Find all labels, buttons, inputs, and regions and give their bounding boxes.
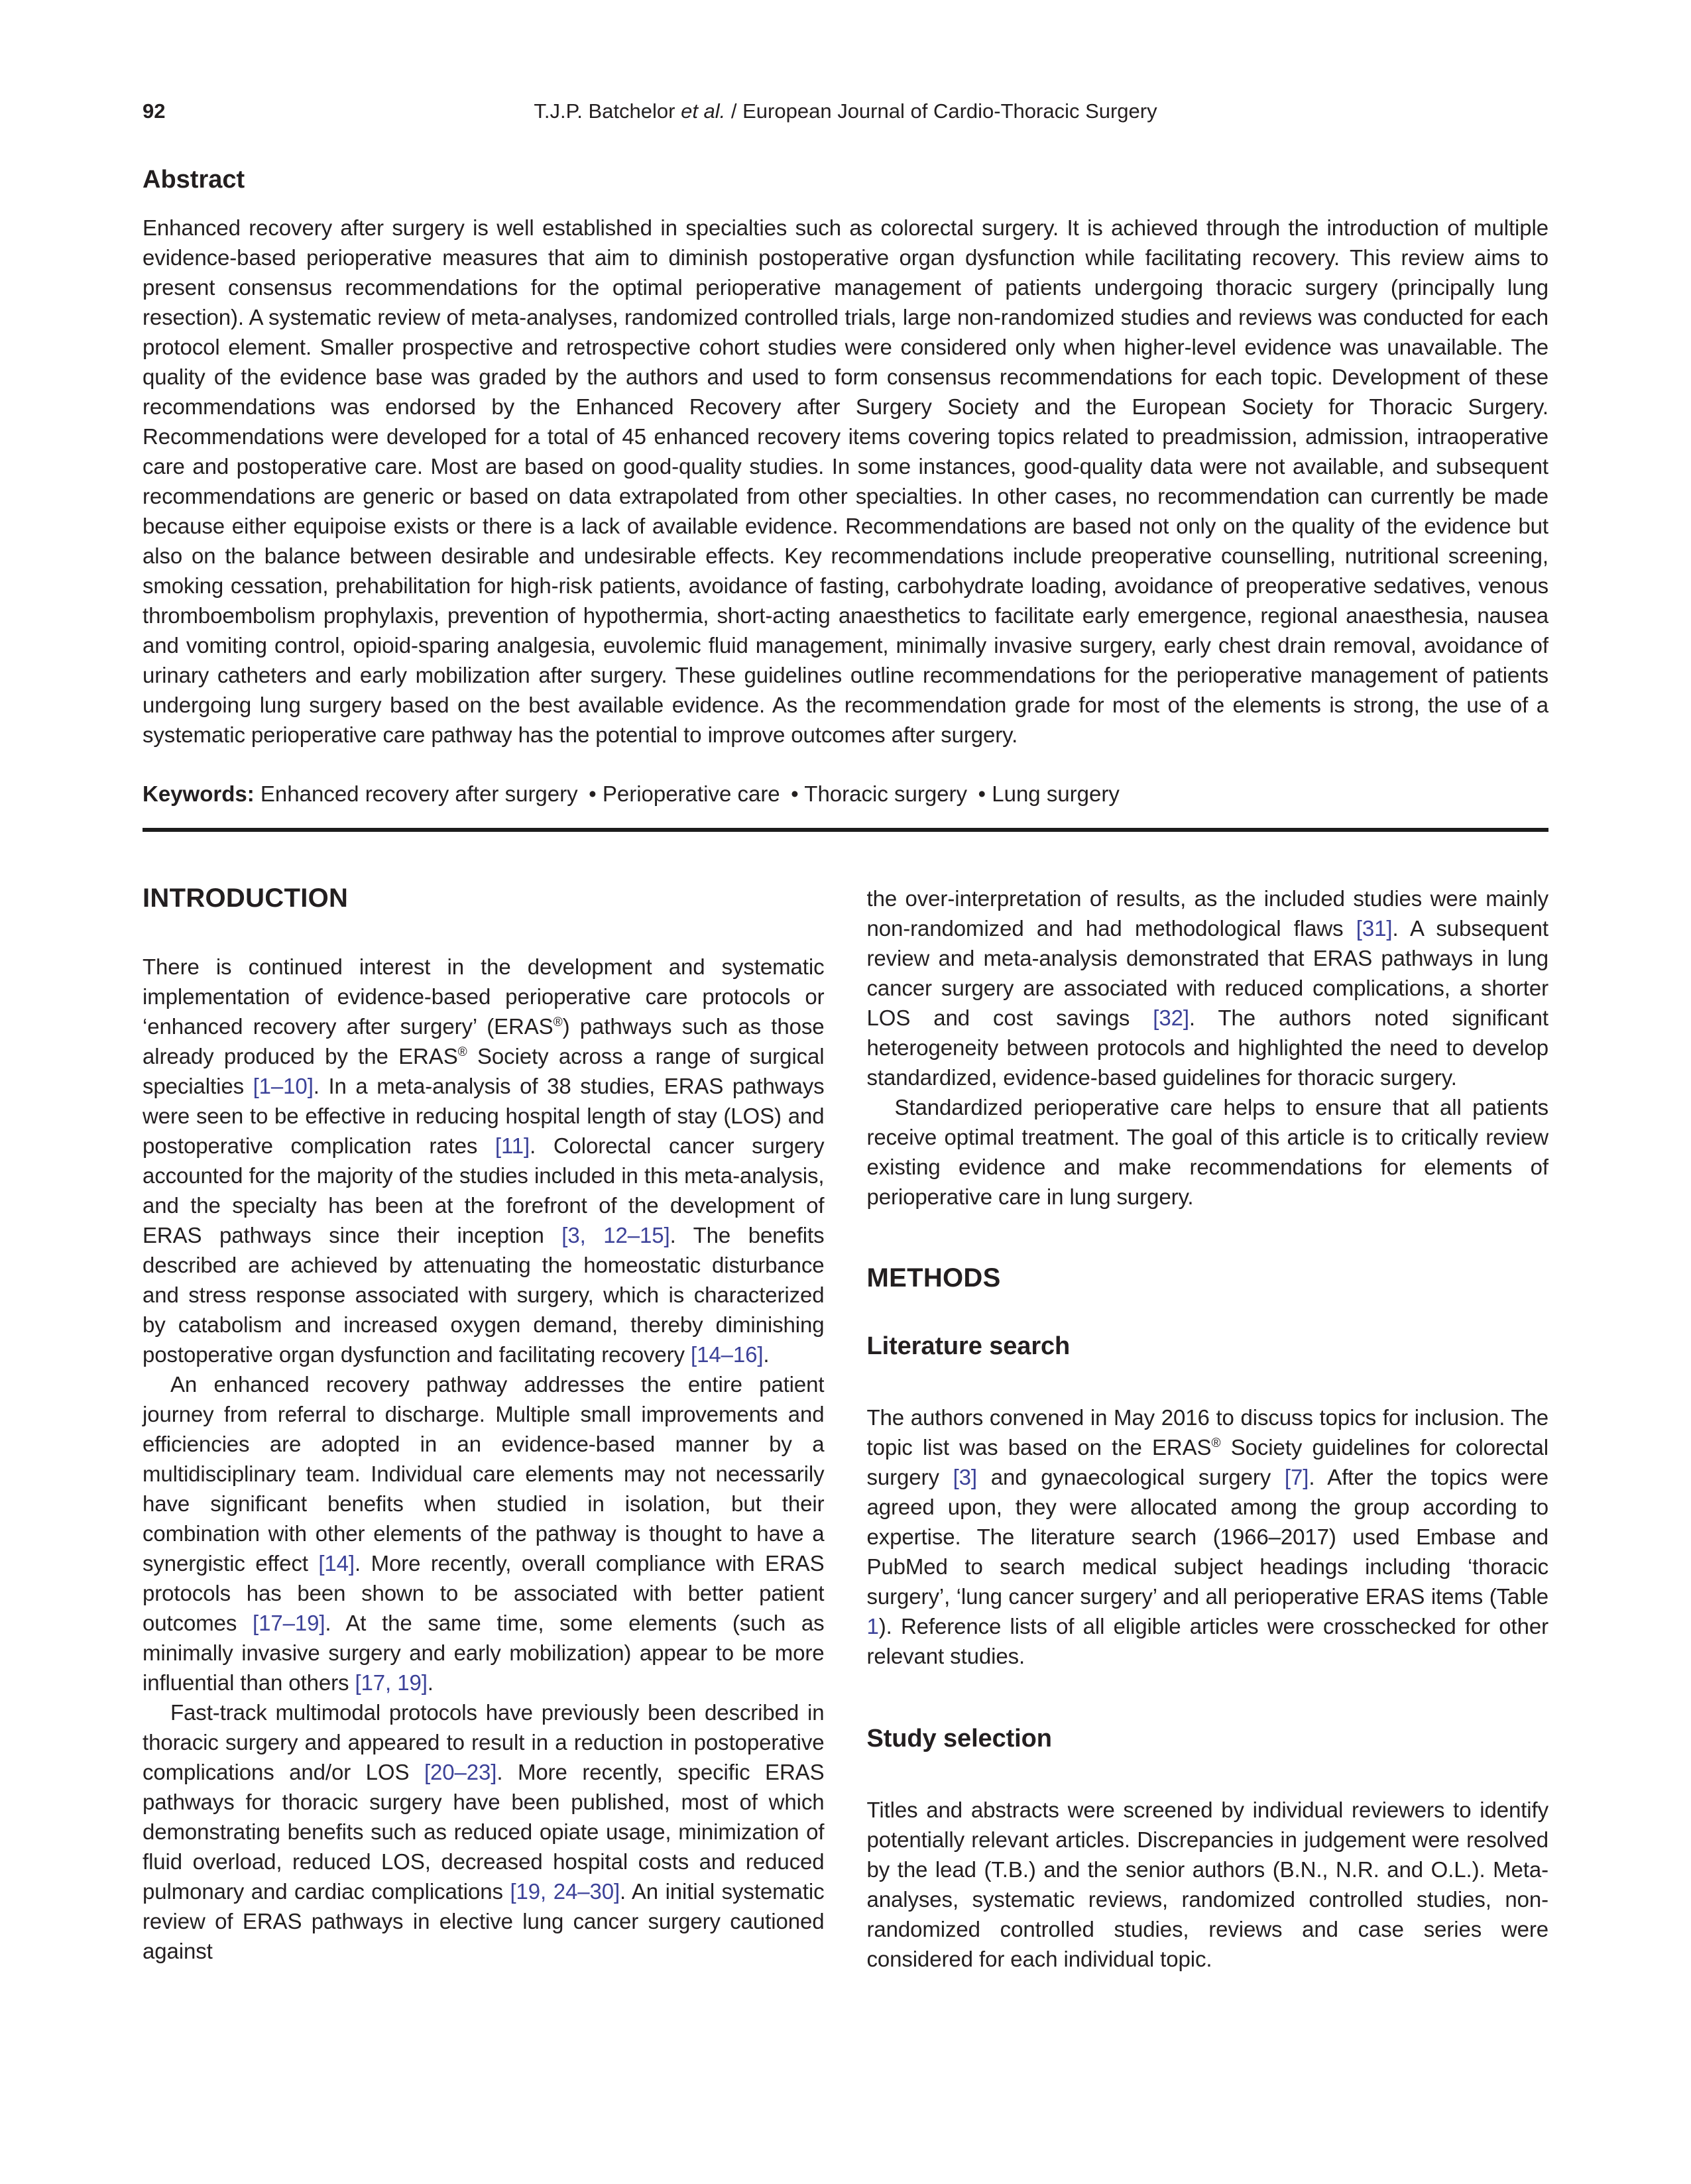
- text-segment: Fast-track multimodal protocols have previously been described in thoracic surgery and appeared to result in a reduction in postoperative complications and/or LOS: [143, 1700, 825, 1784]
- text-segment: .: [763, 1342, 770, 1367]
- keywords-text: Enhanced recovery after surgery • Perioperative care • Thoracic surgery • Lung surgery: [260, 781, 1120, 806]
- text-segment: ) pathways such as those already produced by the ERAS: [143, 1014, 825, 1068]
- keywords-label: Keywords:: [143, 781, 255, 806]
- abstract-heading: Abstract: [143, 166, 245, 194]
- registered-trademark-icon: ®: [1211, 1436, 1221, 1450]
- citation-link[interactable]: [17, 19]: [355, 1670, 428, 1695]
- citation-link[interactable]: [11]: [495, 1133, 530, 1158]
- paragraph: [143, 952, 825, 1369]
- text-segment: .: [427, 1670, 434, 1695]
- methods-heading: METHODS: [866, 1263, 1001, 1293]
- paragraph: [867, 884, 1549, 1092]
- text-segment: . At the same time, some elements (such as minimally invasive surgery and early mobilization) appear to be more influential than others: [143, 1611, 825, 1695]
- text-segment: There is continued interest in the development and systematic implementation of evidence-based perioperative care protocols or ‘enhanced recovery after surgery’ (ERAS: [143, 954, 825, 1039]
- text-segment: . An initial systematic review of ERAS pathways in elective lung cancer surgery cautioned against: [143, 1879, 825, 1963]
- text-segment: . Colorectal cancer surgery accounted for the majority of the studies included in this meta-analysis, and the specialty has been at the forefront of the development of ERAS pathways since their inception: [143, 1133, 825, 1247]
- text-segment: Society across a range of surgical specialties: [143, 1044, 825, 1098]
- text-segment: T.J.P. Batchelor: [534, 99, 681, 123]
- citation-link[interactable]: 1: [866, 1614, 879, 1638]
- text-segment: the over-interpretation of results, as the included studies were mainly non-randomized and had methodological flaws: [866, 886, 1548, 941]
- citation-link[interactable]: [7]: [1284, 1465, 1309, 1489]
- citation-link[interactable]: [17–19]: [253, 1611, 325, 1635]
- citation-link[interactable]: [14–16]: [691, 1342, 764, 1367]
- registered-trademark-icon: ®: [553, 1015, 563, 1029]
- page-number: 92: [143, 99, 166, 123]
- text-segment: . The authors noted significant heterogeneity between protocols and highlighted the need to develop standardized, evidence-based guidelines for thoracic surgery.: [866, 1006, 1549, 1090]
- text-segment: . In a meta-analysis of 38 studies, ERAS pathways were seen to be effective in reducing hospital length of stay (LOS) and postoperative complication rates: [143, 1074, 825, 1158]
- text-segment: Society guidelines for colorectal surgery: [866, 1435, 1549, 1489]
- abstract-section: [143, 166, 1548, 808]
- study-selection-heading: Study selection: [866, 1725, 1052, 1753]
- abstract-body: Enhanced recovery after surgery is well established in specialties such as colorectal surgery. It is achieved through the introduction of multiple evidence-based perioperative measures that aim to diminish postoperative organ dysfunction while facilitating recovery. This review aims to present consensus recommendations for the optimal perioperative management of patients undergoing thoracic surgery (principally lung resection). A systematic review of meta-analyses, randomized controlled trials, large non-randomized studies and reviews was conducted for each protocol element. Smaller prospective and retrospective cohort studies were considered only when higher-level evidence was unavailable. The quality of the evidence base was graded by the authors and used to form consensus recommendations for each topic. Development of these recommendations was endorsed by the Enhanced Recovery after Surgery Society and the European Society for Thoracic Surgery. Recommendations were developed for a total of 45 enhanced recovery items covering topics related to preadmission, admission, intraoperative care and postoperative care. Most are based on good-quality studies. In some instances, good-quality data were not available, and subsequent recommendations are generic or based on data extrapolated from other specialties. In other cases, no recommendation can currently be made because either equipoise exists or there is a lack of available evidence. Recommendations are based not only on the quality of the evidence but also on the balance between desirable and undesirable effects. Key recommendations include preoperative counselling, nutritional screening, smoking cessation, prehabilitation for high-risk patients, avoidance of fasting, carbohydrate loading, avoidance of preoperative sedatives, venous thromboembolism prophylaxis, prevention of hypothermia, short-acting anaesthetics to facilitate early emergence, regional anaesthesia, nausea and vomiting control, opioid-sparing analgesia, euvolemic fluid management, minimally invasive surgery, early chest drain removal, avoidance of urinary catheters and early mobilization after surgery. These guidelines outline recommendations for the perioperative management of patients undergoing lung surgery based on the best available evidence. As the recommendation grade for most of the elements is strong, the use of a systematic perioperative care pathway has the potential to improve outcomes after surgery.: [143, 215, 1548, 747]
- right-column: [867, 884, 1549, 1974]
- text-segment: . After the topics were agreed upon, they were allocated among the group according to expertise. The literature search (1966–2017) used Embase and PubMed to search medical subject headings including ‘thoracic surgery’, ‘lung cancer surgery’ and all perioperative ERAS items (Table: [866, 1465, 1548, 1609]
- text-segment: and gynaecological surgery: [976, 1465, 1285, 1489]
- left-column: [143, 884, 825, 1974]
- page-header: [143, 98, 1548, 129]
- literature-search-heading: Literature search: [866, 1332, 1071, 1360]
- citation-link[interactable]: [20–23]: [424, 1760, 497, 1784]
- paragraph: [143, 1697, 825, 1966]
- text-segment: et al.: [681, 99, 726, 123]
- citation-link[interactable]: [3, 12–15]: [561, 1223, 670, 1247]
- text-segment: ). Reference lists of all eligible articles were crosschecked for other relevant studies.: [866, 1614, 1548, 1668]
- paragraph: [867, 1092, 1549, 1212]
- citation-link[interactable]: [1–10]: [253, 1074, 314, 1098]
- running-title: [143, 98, 1548, 125]
- text-segment: The authors convened in May 2016 to discuss topics for inclusion. The topic list was based on the ERAS: [866, 1405, 1548, 1460]
- registered-trademark-icon: ®: [457, 1045, 467, 1059]
- text-segment: Standardized perioperative care helps to ensure that all patients receive optimal treatment. The goal of this article is to critically review existing evidence and make recommendations for elements of perioperative care in lung surgery.: [866, 1095, 1548, 1209]
- text-segment: . A subsequent review and meta-analysis demonstrated that ERAS pathways in lung cancer surgery are associated with reduced complications, a shorter LOS and cost savings: [866, 916, 1548, 1030]
- text-segment: . The benefits described are achieved by attenuating the homeostatic disturbance and stress response associated with surgery, which is characterized by catabolism and increased oxygen demand, thereby diminishing postoperative organ dysfunction and facilitating recovery: [143, 1223, 825, 1367]
- content-columns: [143, 884, 1548, 1974]
- text-segment: An enhanced recovery pathway addresses the entire patient journey from referral to discharge. Multiple small improvements and efficiencies are adopted in an evidence-based manner by a multidisciplinary team. Individual care elements may not necessarily have significant benefits when studied in isolation, but their combination with other elements of the pathway is thought to have a synergistic effect: [143, 1372, 825, 1576]
- section-divider: [143, 828, 1548, 832]
- paragraph: [867, 1403, 1549, 1671]
- paragraph: [867, 1795, 1549, 1974]
- citation-link[interactable]: [19, 24–30]: [510, 1879, 620, 1904]
- text-segment: . More recently, overall compliance with ERAS protocols has been shown to be associated with better patient outcomes: [143, 1551, 825, 1635]
- text-segment: . More recently, specific ERAS pathways for thoracic surgery have been published, most of which demonstrating benefits such as reduced opiate usage, minimization of fluid overload, reduced LOS, decreased hospital costs and reduced pulmonary and cardiac complications: [143, 1760, 825, 1904]
- citation-link[interactable]: [32]: [1153, 1006, 1189, 1030]
- introduction-heading: INTRODUCTION: [143, 884, 349, 913]
- citation-link[interactable]: [14]: [318, 1551, 355, 1576]
- paragraph: [143, 1369, 825, 1697]
- text-segment: Titles and abstracts were screened by individual reviewers to identify potentially relevant articles. Discrepancies in judgement were resolved by the lead (T.B.) and the senior authors (B.N., N.R. and O.L.). Meta-analyses, systematic reviews, randomized controlled studies, non-randomized controlled studies, reviews and case series were considered for each individual topic.: [866, 1798, 1548, 1971]
- citation-link[interactable]: [31]: [1356, 916, 1393, 941]
- citation-link[interactable]: [3]: [953, 1465, 977, 1489]
- keywords-row: [143, 780, 1548, 808]
- text-segment: / European Journal of Cardio-Thoracic Surgery: [725, 99, 1157, 123]
